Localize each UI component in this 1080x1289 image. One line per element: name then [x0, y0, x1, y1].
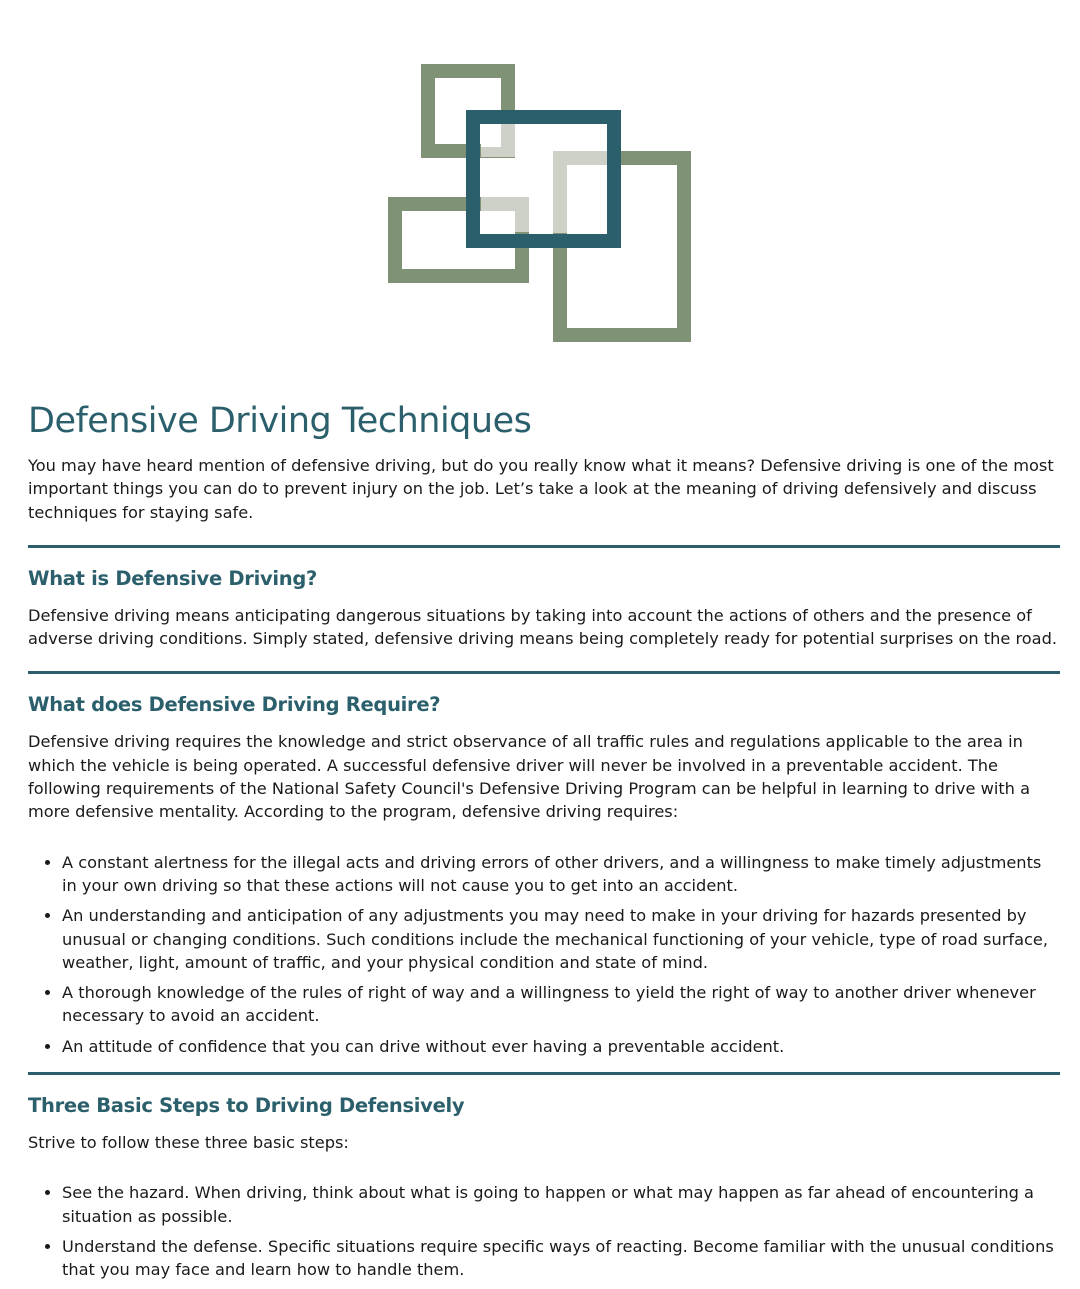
list-item: • An attitude of confidence that you can drive without ever having a preventable accident. — [62, 1035, 1060, 1058]
steps-list — [28, 1181, 1060, 1281]
list-item: • Understand the defense. Specific situations require specific ways of reacting. Become familiar with the unusual conditions that you may face and learn how to handle them. — [62, 1235, 1060, 1282]
section-divider — [28, 1072, 1060, 1075]
section-heading-what-is: What is Defensive Driving? — [28, 566, 317, 590]
page-title: Defensive Driving Techniques — [28, 401, 532, 441]
section-body-requirements: Defensive driving requires the knowledge and strict observance of all traffic rules and regulations applicable to the area in which the vehicle is being operated. A successful defensive driver will never be involved in a preventable accident. The following requirements of the National Safety Council's Defensive Driving Program can be helpful in learning to drive with a more defensive mentality. According to the program, defensive driving requires: — [28, 732, 1030, 822]
list-item: • See the hazard. When driving, think about what is going to happen or what may happen as far ahead of encountering a situation as possible. — [62, 1181, 1060, 1228]
list-item: • An understanding and anticipation of any adjustments you may need to make in your driving for hazards presented by unusual or changing conditions. Such conditions include the mechanical functioning of your vehicle, type of road surface, weather, light, amount of traffic, and your physical condition and state of mind. — [62, 904, 1060, 974]
list-item: • A constant alertness for the illegal acts and driving errors of other drivers, and a willingness to make timely adjustments in your own driving so that these actions will not cause you to get into an accident. — [62, 851, 1060, 898]
section-body-what-is: Defensive driving means anticipating dangerous situations by taking into account the actions of others and the presence of adverse driving conditions. Simply stated, defensive driving means being completely ready for potential surprises on the road. — [28, 605, 1058, 649]
section-heading-requirements: What does Defensive Driving Require? — [28, 693, 441, 717]
article — [28, 398, 1060, 1289]
list-item: • A thorough knowledge of the rules of right of way and a willingness to yield the right of way to another driver whenever necessary to avoid an accident. — [62, 981, 1060, 1028]
interlocking-squares-logo — [388, 64, 691, 342]
section-body-three-steps: Strive to follow these three basic steps: — [28, 1133, 349, 1153]
requirements-list — [28, 851, 1060, 1058]
intro-paragraph: You may have heard mention of defensive driving, but do you really know what it means? Defensive driving is one of the most important things you can do to prevent injury on the job. Let’s take a look at the meaning of driving defensively and discuss techniques for staying safe. — [28, 456, 1054, 522]
section-heading-three-steps: Three Basic Steps to Driving Defensively — [28, 1094, 465, 1118]
section-divider — [28, 671, 1060, 674]
section-divider — [28, 545, 1060, 548]
